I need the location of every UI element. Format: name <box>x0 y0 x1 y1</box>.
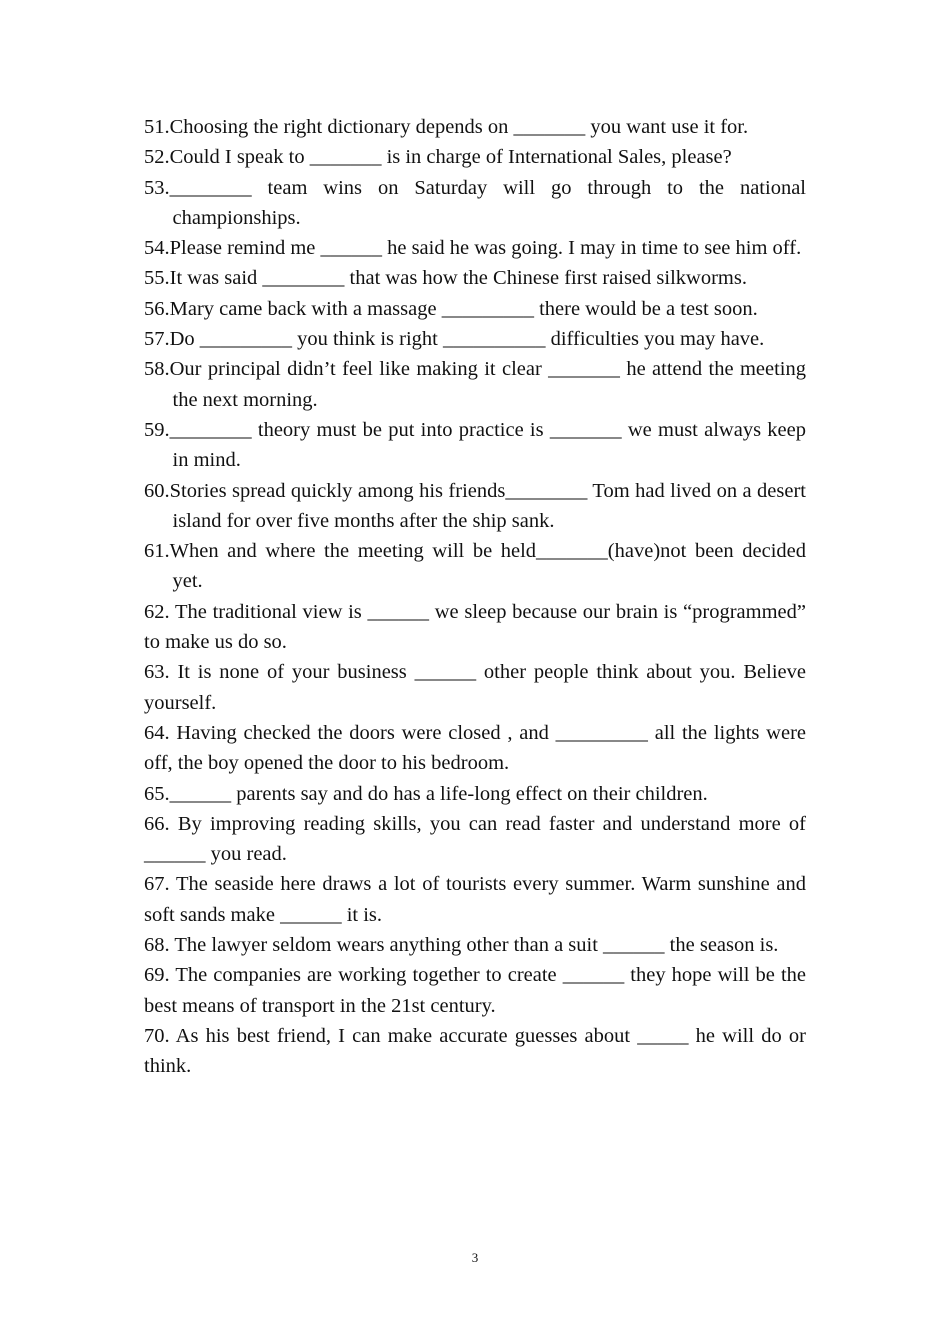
question-63: 63. It is none of your business ______ other people think about you. Believe yourself. <box>144 661 806 714</box>
question-56: 56.Mary came back with a massage _________ there would be a test soon. <box>144 297 758 320</box>
page-number: 3 <box>471 1250 479 1265</box>
question-55: 55.It was said ________ that was how the Chinese first raised silkworms. <box>144 267 747 290</box>
question-65: 65.______ parents say and do has a life-long effect on their children. <box>144 782 708 805</box>
question-53: 53.________ team wins on Saturday will go through to the national championships. <box>144 176 806 229</box>
question-66: 66. By improving reading skills, you can read faster and understand more of ______ you read. <box>144 812 806 866</box>
question-57: 57.Do _________ you think is right __________ difficulties you may have. <box>144 328 765 351</box>
question-64: 64. Having checked the doors were closed , and _________ all the lights were off, the boy opened the door to his bedroom. <box>144 721 806 775</box>
question-61: 61.When and where the meeting will be held_______(have)not been decided yet. <box>144 540 806 593</box>
question-54: 54.Please remind me ______ he said he was going. I may in time to see him off. <box>144 237 802 260</box>
question-69: 69. The companies are working together to create ______ they hope will be the best means of transport in the 21st century. <box>144 964 806 1017</box>
question-62: 62. The traditional view is ______ we sleep because our brain is “programmed” to make us do so. <box>144 600 806 654</box>
question-60: 60.Stories spread quickly among his friends________ Tom had lived on a desert island for over five months after the ship sank. <box>144 479 806 532</box>
question-list <box>144 112 806 1082</box>
question-70: 70. As his best friend, I can make accurate guesses about _____ he will do or think. <box>144 1024 806 1078</box>
question-68: 68. The lawyer seldom wears anything other than a suit ______ the season is. <box>144 934 779 957</box>
question-51: 51.Choosing the right dictionary depends on _______ you want use it for. <box>144 116 749 138</box>
question-58: 58.Our principal didn’t feel like making it clear _______ he attend the meeting the next morning. <box>144 358 806 411</box>
question-67: 67. The seaside here draws a lot of tourists every summer. Warm sunshine and soft sands make ______ it is. <box>144 873 806 926</box>
question-52: 52.Could I speak to _______ is in charge of International Sales, please? <box>144 146 732 169</box>
question-59: 59.________ theory must be put into practice is _______ we must always keep in mind. <box>144 418 806 472</box>
